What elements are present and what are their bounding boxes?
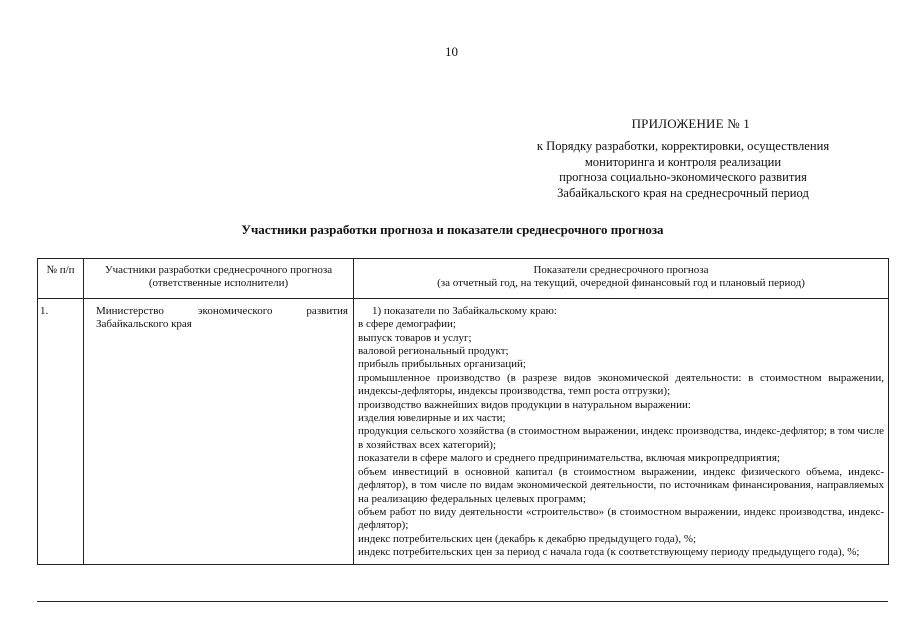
header-indicators [354,259,889,299]
forecast-table [37,258,889,565]
row-participant: Министерство экономического развития Забайкальского края [84,298,354,564]
indicator-item: изделия ювелирные и их части; [358,412,506,425]
table-header-row [38,259,889,299]
appendix-subtitle [470,139,896,201]
indicator-item: объем работ по виду деятельности «строительство» (в стоимостном выражении, индекс производства, индекс-дефлятор); [358,505,884,532]
page-number: 10 [445,44,458,59]
header-participants: Участники разработки среднесрочного прогноза (ответственные исполнители) [84,259,354,299]
subtitle-line: мониторинга и контроля реализации [584,154,782,169]
subtitle-line: прогноза социально-экономического развития [559,170,807,184]
header-num: № п/п [38,259,84,299]
indicator-item: производство важнейших видов продукции в натуральном выражении: [358,398,691,411]
indicator-item: в сфере демографии; [358,318,456,331]
row-indicators [354,298,889,564]
table-row [38,298,889,564]
row-num: 1. [38,298,84,564]
indicator-item: объем инвестиций в основной капитал (в стоимостном выражении, индекс физического объема, индекс-дефлятор), в том числе по видам экономической деятельности, по источникам финансирования, направляемых на реализацию федеральных целевых программ; [358,465,884,505]
indicator-item: промышленное производство (в разрезе видов экономической деятельности: в стоимостном выражении, индексы-дефляторы, индексы производства, темп роста отгрузки); [358,371,884,398]
indicator-item: 1) показатели по Забайкальскому краю: [372,304,557,317]
document-heading: Участники разработки прогноза и показатели среднесрочного прогноза [241,222,664,237]
header-indicators-line: (за отчетный год, на текущий, очередной финансовый год и плановый период) [437,277,805,290]
indicator-item: выпуск товаров и услуг; [358,331,472,344]
indicator-item: индекс потребительских цен за период с начала года (к соответствующему периоду предыдущего года), %; [358,546,860,559]
indicator-item: продукция сельского хозяйства (в стоимостном выражении, индекс производства, индекс-дефлятор; в том числе в хозяйствах всех категорий); [358,425,884,451]
table-bottom-border [37,601,888,602]
subtitle-line: к Порядку разработки, корректировки, осуществления [536,139,830,153]
indicator-item: индекс потребительских цен (декабрь к декабрю предыдущего года), %; [358,532,697,545]
indicator-item: прибыль прибыльных организаций; [358,358,526,371]
appendix-title: ПРИЛОЖЕНИЕ № 1 [631,116,750,131]
indicator-item: показатели в сфере малого и среднего предпринимательства, включая микропредприятия; [358,452,780,465]
subtitle-line: Забайкальского края на среднесрочный период [557,185,809,200]
indicator-item: валовой региональный продукт; [358,345,509,358]
header-indicators-line: Показатели среднесрочного прогноза [533,264,709,276]
